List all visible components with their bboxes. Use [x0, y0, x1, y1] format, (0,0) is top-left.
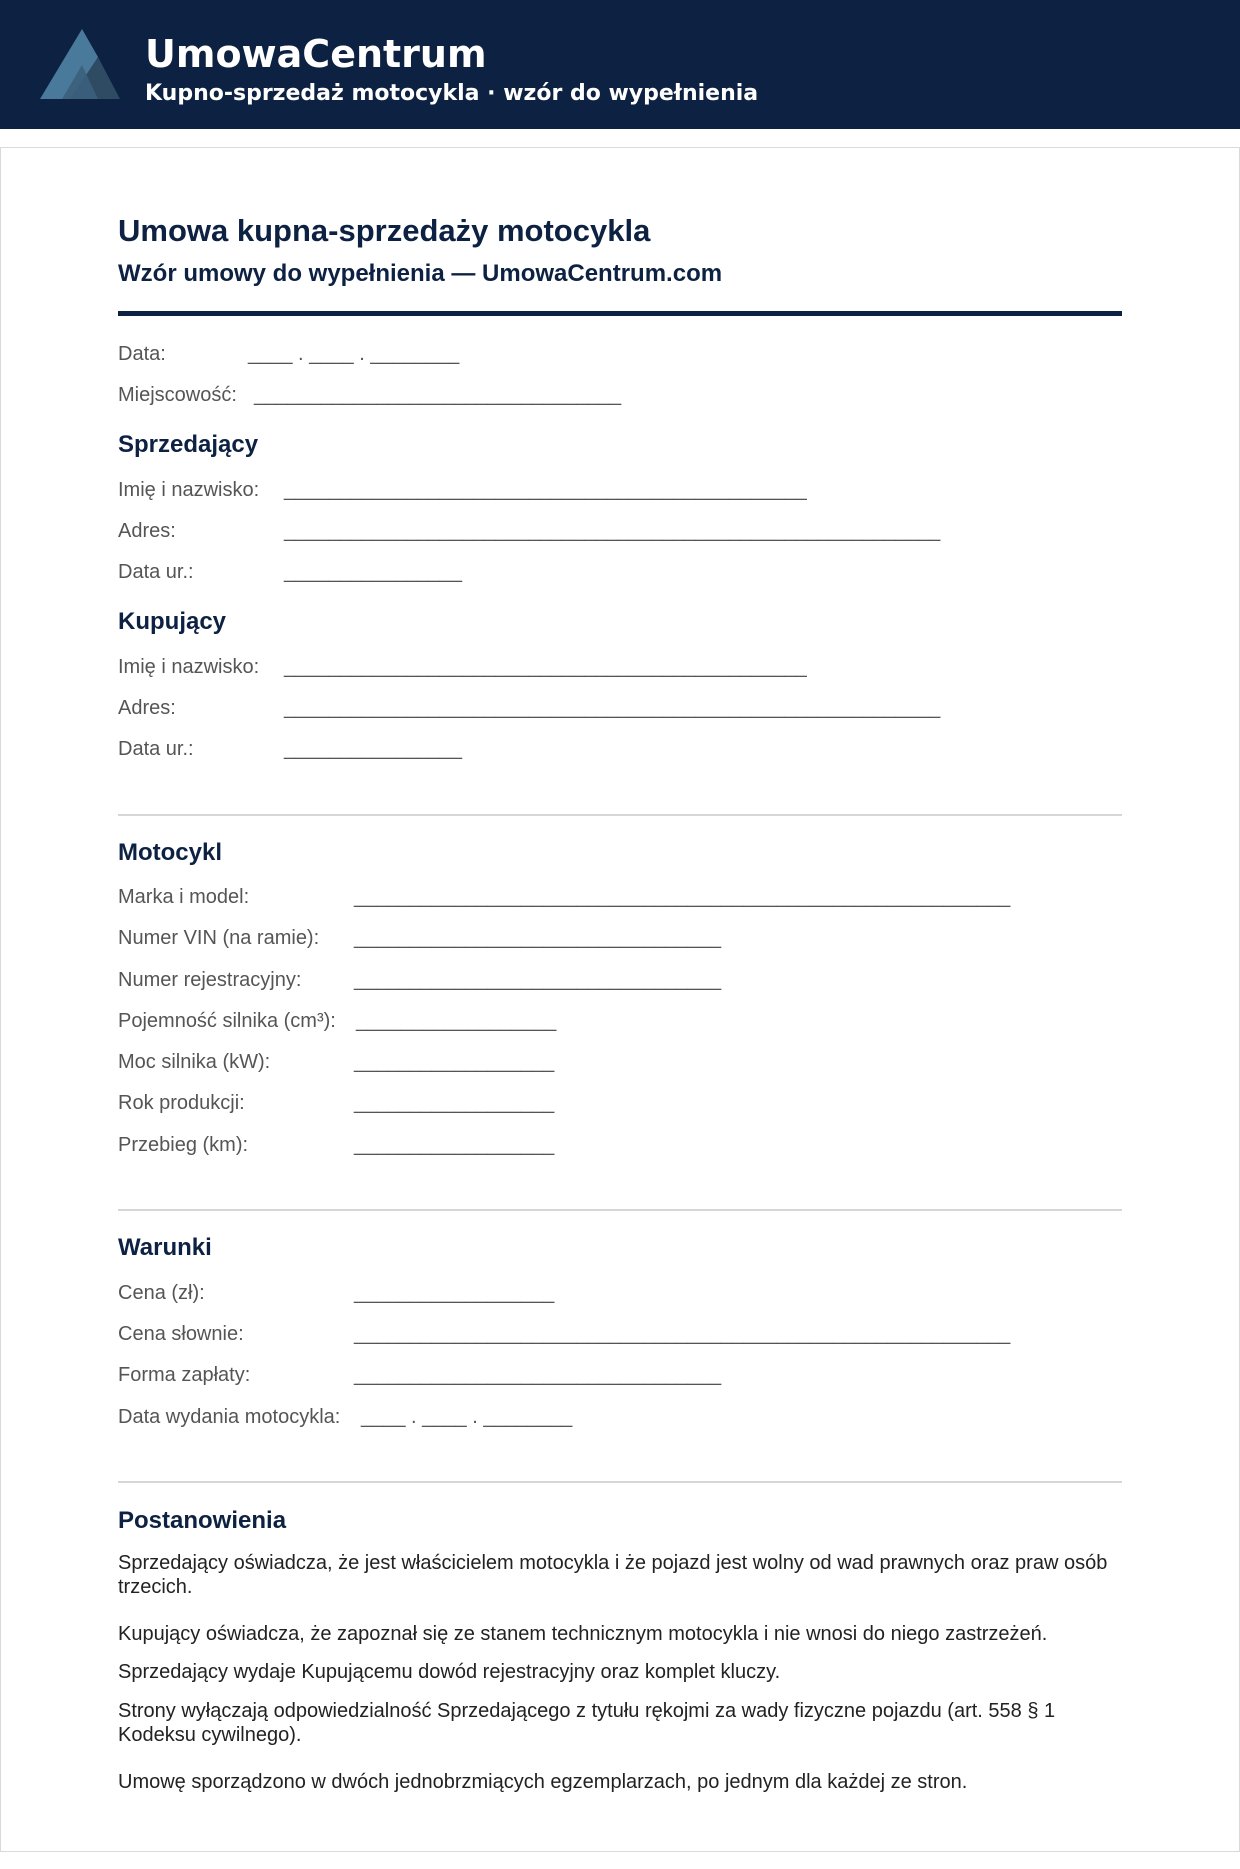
make-row	[118, 884, 1011, 910]
buyer-heading: Kupujący	[118, 608, 227, 635]
provision-clause: Sprzedający wydaje Kupującemu dowód rejestracyjny oraz komplet kluczy.	[118, 1661, 781, 1683]
payment-field[interactable]: _________________________________	[354, 1364, 722, 1386]
place-label: Miejscowość:	[118, 384, 237, 406]
triangle-mountain-logo	[40, 29, 120, 99]
power-row	[118, 1049, 555, 1075]
site-header	[0, 0, 1240, 129]
document-subtitle: Wzór umowy do wypełnienia — UmowaCentrum.com	[118, 260, 723, 287]
date-row	[118, 341, 460, 367]
mileage-field[interactable]: __________________	[354, 1134, 555, 1156]
power-label: Moc silnika (kW):	[118, 1051, 271, 1073]
make-label: Marka i model:	[118, 886, 250, 908]
mileage-label: Przebieg (km):	[118, 1134, 249, 1156]
document-title: Umowa kupna-sprzedaży motocykla	[118, 213, 651, 248]
provision-clause: Kupujący oświadcza, że zapoznał się ze stanem technicznym motocykla i nie wnosi do niego zastrzeżeń.	[118, 1623, 1048, 1645]
engine-label: Pojemność silnika (cm³):	[118, 1010, 336, 1032]
price-words-field[interactable]: ___________________________________________________________	[354, 1323, 1011, 1345]
date-label: Data:	[118, 343, 166, 365]
seller-dob-row	[118, 559, 462, 585]
year-row	[118, 1090, 555, 1116]
terms-heading: Warunki	[118, 1234, 212, 1261]
seller-name-label: Imię i nazwisko:	[118, 479, 260, 501]
price-label: Cena (zł):	[118, 1282, 205, 1304]
brand-name[interactable]: UmowaCentrum	[145, 32, 487, 76]
provision-clause: Sprzedający oświadcza, że jest właścicielem motocykla i że pojazd jest wolny od wad prawnych oraz praw osób trzecich.	[118, 1552, 1108, 1598]
year-label: Rok produkcji:	[118, 1092, 245, 1114]
registration-row	[118, 967, 722, 993]
seller-address-row	[118, 518, 941, 544]
date-field[interactable]: ____ . ____ . ________	[248, 343, 460, 365]
engine-row	[118, 1008, 557, 1034]
power-field[interactable]: __________________	[354, 1051, 555, 1073]
buyer-name-row	[118, 654, 807, 680]
place-field[interactable]: _________________________________	[254, 384, 622, 406]
brand-tagline: Kupno-sprzedaż motocykla · wzór do wypełnienia	[145, 81, 759, 106]
seller-address-label: Adres:	[118, 520, 176, 542]
vin-field[interactable]: _________________________________	[354, 927, 722, 949]
price-row	[118, 1280, 555, 1306]
handover-row	[118, 1404, 573, 1430]
buyer-dob-field[interactable]: ________________	[284, 738, 462, 760]
place-row	[118, 382, 622, 408]
buyer-address-row	[118, 695, 941, 721]
buyer-dob-label: Data ur.:	[118, 738, 194, 760]
buyer-name-field[interactable]: _______________________________________________	[284, 656, 807, 678]
title-rule	[118, 311, 1122, 316]
provision-clause: Strony wyłączają odpowiedzialność Sprzedającego z tytułu rękojmi za wady fizyczne pojazdu (art. 558 § 1 Kodeksu cywilnego).	[118, 1700, 1056, 1746]
price-field[interactable]: __________________	[354, 1282, 555, 1304]
make-field[interactable]: ___________________________________________________________	[354, 886, 1011, 908]
payment-label: Forma zapłaty:	[118, 1364, 251, 1386]
seller-dob-label: Data ur.:	[118, 561, 194, 583]
provision-clause: Umowę sporządzono w dwóch jednobrzmiących egzemplarzach, po jednym dla każdej ze stron.	[118, 1771, 968, 1793]
seller-dob-field[interactable]: ________________	[284, 561, 462, 583]
buyer-address-field[interactable]: ___________________________________________________________	[284, 697, 941, 719]
mileage-row	[118, 1132, 555, 1158]
buyer-address-label: Adres:	[118, 697, 176, 719]
handover-label: Data wydania motocykla:	[118, 1406, 341, 1428]
vin-label: Numer VIN (na ramie):	[118, 927, 320, 949]
section-divider	[118, 1481, 1122, 1483]
section-divider	[118, 1209, 1122, 1211]
seller-address-field[interactable]: ___________________________________________________________	[284, 520, 941, 542]
vin-row	[118, 925, 722, 951]
registration-label: Numer rejestracyjny:	[118, 969, 302, 991]
registration-field[interactable]: _________________________________	[354, 969, 722, 991]
seller-name-row	[118, 477, 807, 503]
motorcycle-heading: Motocykl	[118, 839, 223, 866]
price-words-label: Cena słownie:	[118, 1323, 244, 1345]
year-field[interactable]: __________________	[354, 1092, 555, 1114]
buyer-dob-row	[118, 736, 462, 762]
price-words-row	[118, 1321, 1011, 1347]
section-divider	[118, 814, 1122, 816]
seller-heading: Sprzedający	[118, 431, 259, 458]
provisions-heading: Postanowienia	[118, 1507, 287, 1534]
seller-name-field[interactable]: _______________________________________________	[284, 479, 807, 501]
buyer-name-label: Imię i nazwisko:	[118, 656, 260, 678]
payment-row	[118, 1362, 722, 1388]
engine-field[interactable]: __________________	[356, 1010, 557, 1032]
handover-date-field[interactable]: ____ . ____ . ________	[361, 1406, 573, 1428]
